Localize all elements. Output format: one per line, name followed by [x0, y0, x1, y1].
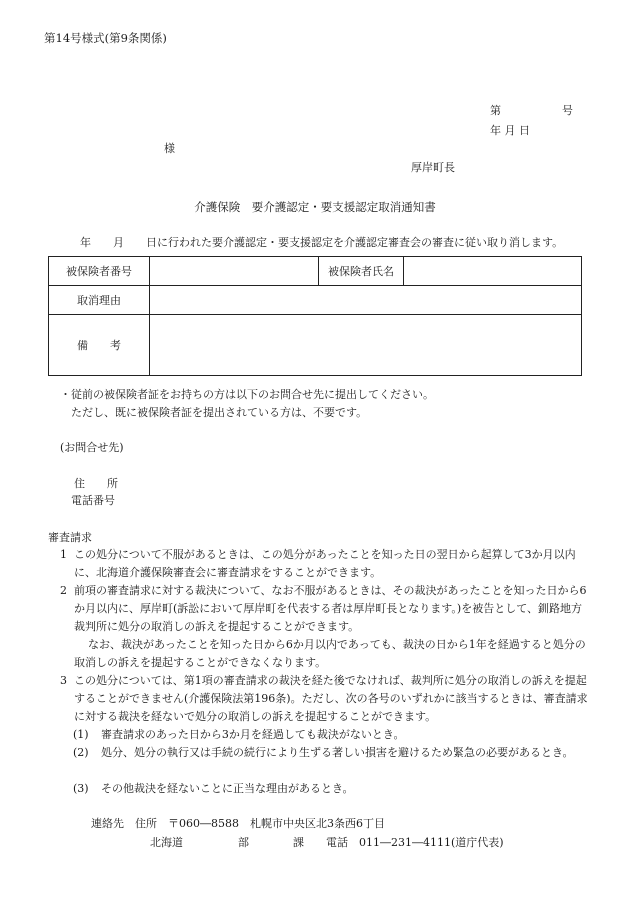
insured-name-field: [404, 257, 582, 286]
remarks-label: 備 考: [49, 315, 150, 376]
footer-contact-line-2: 北海道 部 課 電話 011―231―4111(道庁代表): [150, 836, 504, 849]
reason-label: 取消理由: [49, 286, 150, 315]
review-item-3: [60, 672, 590, 726]
number-go: 号: [562, 104, 573, 117]
issuer: 厚岸町長: [411, 161, 455, 174]
form-number: 第14号様式(第9条関係): [44, 31, 167, 45]
insured-number-field: [150, 257, 319, 286]
phone-label: 電話番号: [71, 494, 115, 507]
reason-field: [150, 286, 582, 315]
review-item-text: なお、裁決があったことを知った日から6か月以内であっても、裁決の日から1年を経過すると処分の取消しの訴えを提起することができなくなります。: [74, 638, 586, 669]
document-date: [490, 124, 572, 138]
remarks-field: [150, 315, 582, 376]
review-item-number: 2: [60, 584, 67, 597]
subitem-number: (2): [73, 746, 89, 759]
subitem-text: 処分、処分の執行又は手続の続行により生ずる著しい損害を避けるため緊急の必要があるとき。: [101, 746, 574, 759]
subitem-text: 審査請求のあった日から3か月を経過しても裁決がないとき。: [101, 728, 405, 741]
address-label: 住 所: [74, 477, 118, 490]
info-table: [48, 256, 582, 376]
review-subitem-2: [73, 744, 583, 762]
insured-name-label: 被保険者氏名: [319, 257, 404, 286]
review-subitem-1: [73, 726, 583, 744]
review-item-1: [60, 546, 590, 582]
footer-contact-line-1: 連絡先 住所 〒060―8588 札幌市中央区北3条西6丁目: [91, 817, 385, 830]
review-item-text: この処分については、第1項の審査請求の裁決を経た後でなければ、裁判所に処分の取消しの訴えを提起することができません(介護保険法第196条)。ただし、次の各号のいずれかに該当するときは、審査請求に対する裁決を経ないで処分の取消しの訴えを提起することができます。: [74, 674, 588, 723]
review-item-text: 前項の審査請求に対する裁決について、なお不服があるときは、その裁決があったことを知った日から6か月以内に、厚岸町(訴訟において厚岸町を代表する者は厚岸町長となります。)を被告として、釧路地方裁判所に処分の取消しの訴えを提起することができます。: [74, 584, 587, 633]
subitem-number: (3): [73, 782, 89, 795]
addressee: 様: [164, 142, 175, 155]
document-title: 介護保険 要介護認定・要支援認定取消通知書: [194, 200, 436, 214]
insured-number-label: 被保険者番号: [49, 257, 150, 286]
subitem-number: (1): [73, 728, 89, 741]
review-item-text: この処分について不服があるときは、この処分があったことを知った日の翌日から起算して3か月以内に、北海道介護保険審査会に審査請求をすることができます。: [74, 548, 576, 579]
review-item-number: 3: [60, 674, 67, 687]
date-month: 月: [504, 124, 516, 137]
date-year: 年: [490, 124, 501, 137]
review-subitem-3: [73, 780, 583, 798]
review-item-number: 1: [60, 548, 67, 561]
date-day: 日: [519, 124, 530, 137]
notice-line-2: ただし、既に被保険者証を提出されている方は、不要です。: [71, 406, 368, 419]
notice-line-1: ・従前の被保険者証をお持ちの方は以下のお問合せ先に提出してください。: [60, 388, 434, 401]
review-item-2: [60, 582, 590, 636]
document-number: [490, 104, 572, 118]
review-heading: 審査請求: [48, 531, 92, 544]
number-dai: 第: [490, 104, 501, 117]
subitem-text: その他裁決を経ないことに正当な理由があるとき。: [101, 782, 354, 795]
intro-text: 年 月 日に行われた要介護認定・要支援認定を介護認定審査会の審査に従い取り消します。: [80, 236, 564, 249]
review-item-2-note: [60, 636, 590, 672]
contact-heading: (お問合せ先): [60, 441, 124, 454]
